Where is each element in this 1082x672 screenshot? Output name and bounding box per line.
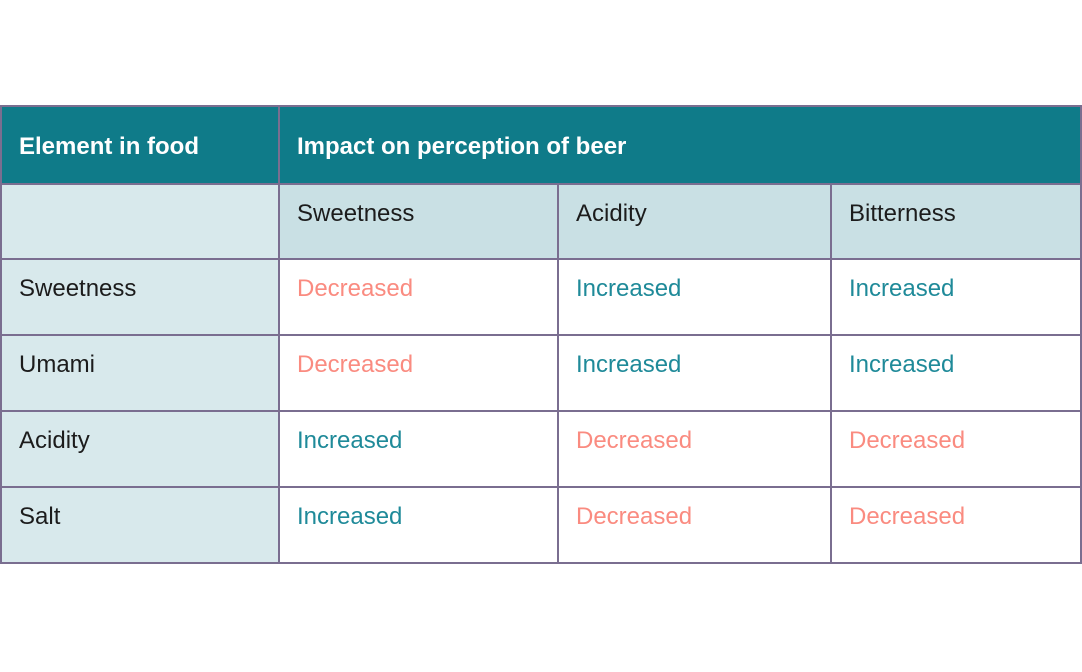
- impact-cell: Increased: [558, 259, 831, 335]
- impact-cell: Decreased: [279, 259, 558, 335]
- impact-cell: Decreased: [558, 411, 831, 487]
- row-label: Umami: [1, 335, 279, 411]
- table-row: [1, 411, 1081, 487]
- table-row: [1, 335, 1081, 411]
- header-element-in-food: Element in food: [1, 106, 279, 184]
- impact-cell: Increased: [558, 335, 831, 411]
- impact-cell: Increased: [279, 487, 558, 563]
- impact-cell: Decreased: [279, 335, 558, 411]
- impact-cell: Increased: [831, 259, 1081, 335]
- header-impact-span: Impact on perception of beer: [279, 106, 1081, 184]
- subheader-sweetness: Sweetness: [279, 184, 558, 259]
- row-label: Acidity: [1, 411, 279, 487]
- impact-cell: Decreased: [558, 487, 831, 563]
- row-label: Salt: [1, 487, 279, 563]
- impact-cell: Increased: [831, 335, 1081, 411]
- food-beer-impact-table: [0, 105, 1082, 564]
- table-row: [1, 487, 1081, 563]
- subheader-acidity: Acidity: [558, 184, 831, 259]
- table-subheader-row: [1, 184, 1081, 259]
- impact-cell: Decreased: [831, 487, 1081, 563]
- subheader-bitterness: Bitterness: [831, 184, 1081, 259]
- subheader-empty-cell: [1, 184, 279, 259]
- table-header-row: [1, 106, 1081, 184]
- impact-cell: Increased: [279, 411, 558, 487]
- row-label: Sweetness: [1, 259, 279, 335]
- table-row: [1, 259, 1081, 335]
- impact-cell: Decreased: [831, 411, 1081, 487]
